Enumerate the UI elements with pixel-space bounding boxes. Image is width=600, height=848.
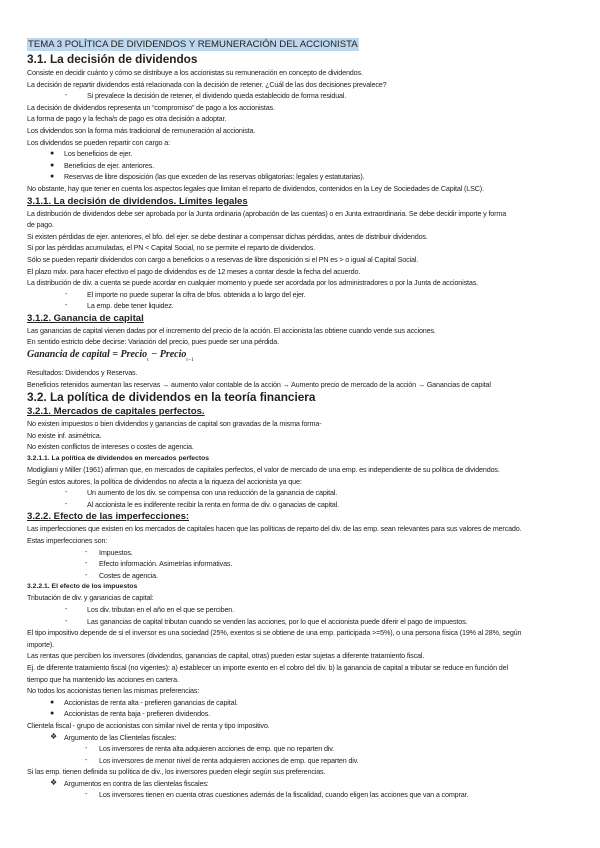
diamond-marker-icon: ❖ — [50, 731, 58, 741]
list-item: - La emp. debe tener liquidez. — [65, 301, 174, 311]
section-3-2-2-1-heading: 3.2.2.1. El efecto de los impuestos — [27, 583, 138, 591]
list-item: - Los inversores de menor nivel de renta adquieren acciones de emp. que reparten div. — [85, 755, 359, 765]
dash-marker: - — [85, 560, 88, 568]
dash-marker: - — [65, 302, 68, 310]
document-body — [27, 34, 575, 801]
diamond-marker-icon: ❖ — [50, 777, 58, 787]
list-item: - Los div. tributan en el año en el que se perciben. — [65, 604, 235, 614]
paragraph: Si por las pérdidas acumuladas, el PN < Capital Social, no se permite el reparto de dividendos. — [27, 243, 315, 253]
paragraph: tiempo que ha mantenido las acciones en cartera. — [27, 674, 179, 684]
paragraph: importe). — [27, 639, 55, 649]
paragraph: Los dividendos se pueden repartir con cargo a: — [27, 137, 170, 147]
paragraph: de pago. — [27, 220, 54, 230]
dash-marker: - — [85, 745, 88, 753]
list-item: - Efecto información. Asimetrías informativas. — [85, 559, 233, 569]
section-3-1-2-heading: 3.1.2. Ganancia de capital — [27, 312, 144, 324]
list-item: - Los inversores de renta alta adquieren acciones de emp. que no reparten div. — [85, 744, 334, 754]
paragraph: Si las emp. tienen definida su política de div., los inversores pueden elegir según sus preferencias. — [27, 767, 326, 777]
paragraph: Si existen pérdidas de ejer. anteriores, el bfo. del ejer. se debe destinar a compensar dichas pérdidas, antes de distribuir dividendos. — [27, 231, 428, 241]
paragraph: La decisión de repartir dividendos está relacionada con la decisión de retener. ¿Cuál de las dos decisiones prevalece? — [27, 79, 387, 89]
list-item: - El importe no puede superar la cifra de bfos. obtenida a lo largo del ejer. — [65, 289, 306, 299]
dash-marker: - — [65, 92, 68, 100]
paragraph: Modigliani y Miller (1961) afirman que, en mercados de capitales perfectos, el valor de mercado de una emp. es independiente de su política de dividendos. — [27, 465, 500, 475]
paragraph: La forma de pago y la fecha/s de pago es otra decisión a adoptar. — [27, 114, 227, 124]
list-item: - Al accionista le es indiferente recibir la renta en forma de div. o ganacias de capital. — [65, 499, 339, 509]
paragraph: Tributación de div. y ganancias de capital: — [27, 593, 154, 603]
section-3-2-2-heading: 3.2.2. Efecto de las imperfecciones: — [27, 511, 190, 523]
list-item: ● Reservas de libre disposición (las que exceden de las reservas obligatorias: legales y estatutarias). — [50, 172, 365, 182]
dash-marker: - — [65, 500, 68, 508]
paragraph: Las rentas que perciben los inversores (dividendos, ganancias de capital, otras) pueden estar sujetas a diferente tratamiento fiscal. — [27, 651, 425, 661]
bullet-marker: ● — [50, 161, 55, 169]
paragraph: En sentido estricto debe decirse: Variación del precio, pues puede ser una pérdida. — [27, 337, 279, 347]
paragraph: Clientela fiscal - grupo de accionistas con similar nivel de renta y tipo impositivo. — [27, 720, 270, 730]
bullet-marker: ● — [50, 173, 55, 181]
paragraph: Estas imperfecciones son: — [27, 536, 108, 545]
dash-marker: - — [65, 489, 68, 497]
paragraph: El plazo máx. para hacer efectivo el pago de dividendos es de 12 meses a contar desde la fecha del acuerdo. — [27, 266, 361, 276]
list-item: - Si prevalece la decisión de retener, el dividendo queda establecido de forma residual. — [65, 91, 347, 101]
list-item: ● Accionistas de renta alta - prefieren ganancias de capital. — [50, 697, 238, 707]
paragraph: Consiste en decidir cuánto y cómo se distribuye a los accionistas su remuneración en concepto de dividendos. — [27, 68, 363, 77]
paragraph: Resultados: Dividendos y Reservas. — [27, 368, 138, 378]
paragraph: Según estos autores, la política de dividendos no afecta a la riqueza del accionista ya que: — [27, 476, 302, 486]
paragraph: Ej. de diferente tratamiento fiscal (no vigentes): a) establecer un importe exento en el cobro del div. b) la ganancia de capital a tributar se reduce en función del — [27, 662, 508, 672]
section-3-1-1-heading: 3.1.1. La decisión de dividendos. Límites legales — [27, 195, 248, 207]
dash-marker: - — [85, 548, 88, 556]
list-item: - Un aumento de los div. se compensa con una reducción de la ganancia de capital. — [65, 488, 338, 498]
paragraph: Sólo se pueden repartir dividendos con cargo a beneficios o a reservas de libre disposición si el PN es > o igual al Capital Social. — [27, 254, 419, 264]
list-item: - Costes de agencia. — [85, 570, 158, 580]
dash-marker: - — [85, 791, 88, 799]
list-item: ● Accionistas de renta baja - prefieren dividendos. — [50, 709, 211, 719]
paragraph: Las imperfecciones que existen en los mercados de capitales hacen que las políticas de reparto del div. de las emp. sean relevantes para sus valores de mercado. — [27, 524, 522, 534]
paragraph: Las ganancias de capital vienen dadas por el incremento del precio de la acción. El accionista las obtiene cuando vende sus acciones. — [27, 325, 436, 335]
paragraph: La distribución de div. a cuenta se puede acordar en cualquier momento y puede ser acordada por los administradores o por la Junta de accionistas. — [27, 278, 479, 288]
document-title: TEMA 3 POLÍTICA DE DIVIDENDOS Y REMUNERACIÓN DEL ACCIONISTA — [28, 39, 358, 50]
bullet-marker: ● — [50, 710, 55, 718]
dash-marker: - — [65, 605, 68, 613]
dash-marker: - — [85, 756, 88, 764]
paragraph: No todos los accionistas tienen las mismas preferencias: — [27, 686, 200, 696]
section-3-2-heading: 3.2. La política de dividendos en la teoría financiera — [27, 390, 316, 405]
paragraph: La distribución de dividendos debe ser aprobada por la Junta ordinaria (aprobación de las cuentas) o en Junta extraordinaria. Se debe decidir importe y forma — [27, 208, 507, 218]
list-item: ● Beneficios de ejer. anteriores. — [50, 160, 155, 170]
paragraph: No existe inf. asimétrica. — [27, 430, 102, 440]
list-item: - Los inversores tienen en cuenta otras cuestiones además de la fiscalidad, cuando eligen las acciones que van a comprar. — [85, 790, 469, 800]
paragraph: No existen impuestos o bien dividendos y ganancias de capital son gravadas de la misma forma- — [27, 419, 322, 429]
dash-marker: - — [85, 571, 88, 579]
capital-gain-formula: Ganancia de capital = Precio$_t$ − Precio$_{t-1}$ — [27, 349, 194, 364]
paragraph: No existen conflictos de intereses o costes de agencia. — [27, 442, 194, 452]
paragraph: El tipo impositivo depende de si el inversor es una sociedad (25%, exentos si se obtiene de una emp. participada >=5%), o una persona física (19% al 28%, según — [27, 628, 522, 638]
bullet-marker: ● — [50, 150, 55, 158]
list-item: - Las ganancias de capital tributan cuando se venden las acciones, por lo que el accionista puede diferir el pago de impuestos. — [65, 616, 468, 626]
list-item: ❖ Argumentos en contra de las clientelas fiscales: — [50, 777, 209, 788]
list-item: ● Los beneficios de ejer. — [50, 149, 133, 159]
paragraph: La decisión de dividendos representa un “compromiso” de pago a los accionistas. — [27, 102, 275, 112]
list-item: ❖ Argumento de las Clientelas fiscales: — [50, 731, 177, 742]
dash-marker: - — [65, 617, 68, 625]
section-3-1-heading: 3.1. La decisión de dividendos — [27, 52, 198, 66]
paragraph: No obstante, hay que tener en cuenta los aspectos legales que limitan el reparto de dividendos, contenidos en la Ley de Sociedades de Capital (LSC). — [27, 183, 484, 193]
bullet-marker: ● — [50, 698, 55, 706]
section-3-2-1-1-heading: 3.2.1.1. La política de dividendos en mercados perfectos — [27, 455, 210, 463]
paragraph: Beneficios retenidos aumentan las reservas → aumento valor contable de la acción → Aumento precio de mercado de la acción → Ganancias de capital — [27, 379, 491, 389]
section-3-2-1-heading: 3.2.1. Mercados de capitales perfectos. — [27, 406, 205, 418]
dash-marker: - — [65, 290, 68, 298]
list-item: - Impuestos. — [85, 547, 133, 557]
paragraph: Los dividendos son la forma más tradicional de remuneración al accionista. — [27, 125, 256, 135]
